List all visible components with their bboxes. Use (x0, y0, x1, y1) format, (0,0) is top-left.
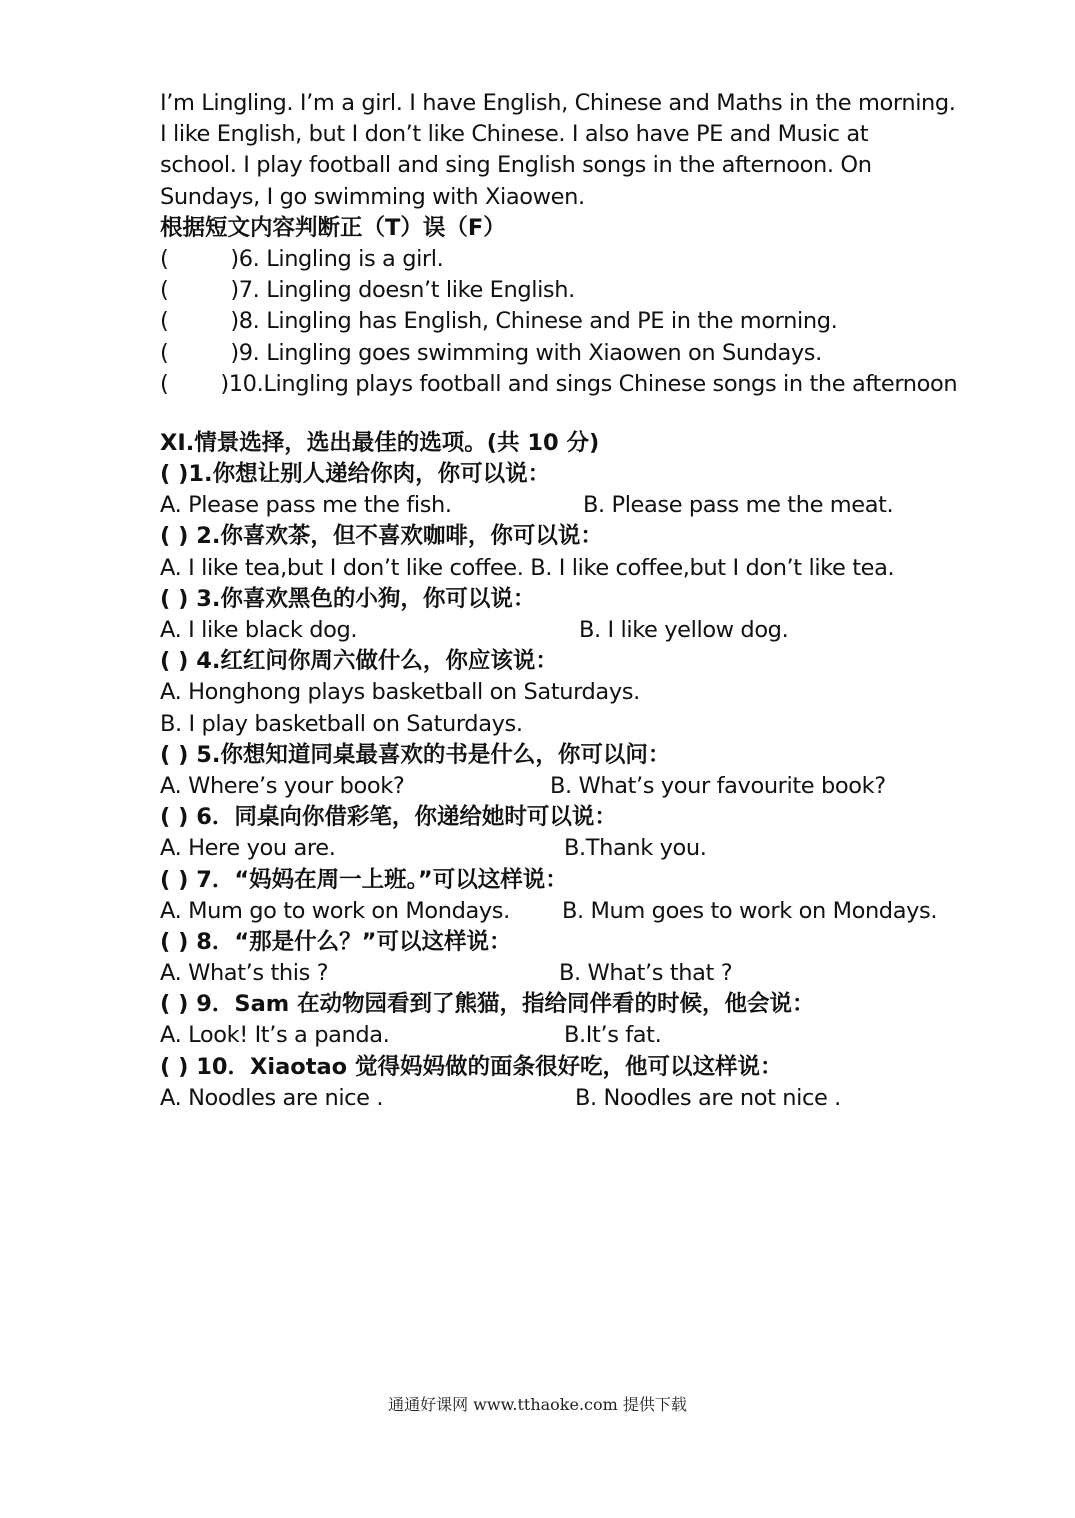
tf-statement: Lingling is a girl. (266, 245, 444, 272)
option-a[interactable]: A. Look! It’s a panda. (160, 1022, 390, 1049)
options-row (160, 615, 1020, 646)
question-prompt: ( ) 4.红红问你周六做什么，你应该说： (160, 648, 558, 675)
option-b[interactable]: B. What’s that ? (559, 960, 733, 987)
passage-line: I like English, but I don’t like Chinese. I also have PE and Music at (160, 121, 869, 148)
tf-item (160, 338, 1020, 369)
question-prompt: ( ) 10．Xiaotao 觉得妈妈做的面条很好吃，他可以这样说： (160, 1053, 783, 1080)
question-prompt: ( ) 9．Sam 在动物园看到了熊猫，指给同伴看的时候，他会说： (160, 991, 815, 1018)
option-a[interactable]: A. What’s this ? (160, 960, 329, 987)
options-row (160, 833, 1020, 864)
option-b[interactable]: B. What’s your favourite book? (550, 772, 886, 799)
option-b[interactable]: B. I like coffee,but I don’t like tea. (530, 554, 895, 581)
question-prompt: ( ) 7．“妈妈在周一上班。”可以这样说： (160, 866, 568, 893)
tf-statement: Lingling has English, Chinese and PE in the morning. (266, 308, 838, 335)
option-a[interactable]: A. I like tea,but I don’t like coffee. (160, 554, 524, 581)
item-number: )10. (220, 370, 264, 397)
passage-line: I’m Lingling. I’m a girl. I have English, Chinese and Maths in the morning. (160, 90, 956, 116)
answer-open-paren: ( (160, 245, 169, 272)
question-prompt: ( ) 2.你喜欢茶，但不喜欢咖啡，你可以说： (160, 523, 603, 550)
question-prompt: ( ) 8．“那是什么？”可以这样说： (160, 928, 512, 955)
options-row (160, 553, 1020, 584)
option-b[interactable]: B. I play basketball on Saturdays. (160, 710, 523, 737)
options-row (160, 896, 1020, 927)
tf-statement: Lingling goes swimming with Xiaowen on Sundays. (266, 339, 822, 366)
options-row (160, 1083, 1020, 1114)
tf-item (160, 275, 1020, 306)
worksheet-page (160, 88, 1020, 1114)
option-a[interactable]: A. Here you are. (160, 835, 336, 862)
tf-list (160, 244, 1020, 400)
options-row (160, 1020, 1020, 1051)
answer-open-paren: ( (160, 339, 169, 366)
reading-passage (160, 88, 1020, 213)
item-number: )6. (230, 245, 260, 272)
options-row (160, 958, 1020, 989)
option-a[interactable]: A. Mum go to work on Mondays. (160, 897, 510, 924)
option-a[interactable]: A. Please pass me the fish. (160, 492, 452, 519)
passage-line: Sundays, I go swimming with Xiaowen. (160, 183, 585, 210)
tf-item (160, 244, 1020, 275)
answer-open-paren: ( (160, 277, 169, 304)
option-b[interactable]: B. Noodles are not nice . (575, 1084, 841, 1111)
question-prompt: ( ) 6．同桌向你借彩笔，你递给她时可以说： (160, 804, 617, 831)
question-prompt: ( ) 3.你喜欢黑色的小狗，你可以说： (160, 585, 536, 612)
tf-section-title: 根据短文内容判断正（T）误（F） (160, 214, 506, 241)
option-a[interactable]: A. Noodles are nice . (160, 1084, 384, 1111)
tf-item (160, 369, 1020, 400)
xi-question-list (160, 459, 1020, 1114)
question-prompt: ( )1.你想让别人递给你肉，你可以说： (160, 461, 551, 488)
question-prompt: ( ) 5.你想知道同桌最喜欢的书是什么，你可以问： (160, 741, 671, 768)
tf-statement: Lingling plays football and sings Chinese songs in the afternoon (263, 370, 958, 397)
option-a[interactable]: A. I like black dog. (160, 617, 358, 643)
option-b[interactable]: B. Mum goes to work on Mondays. (562, 897, 938, 924)
option-a[interactable]: A. Honghong plays basketball on Saturdays. (160, 679, 640, 706)
xi-section-title: XI.情景选择，选出最佳的选项。(共 10 分) (160, 429, 600, 456)
option-b[interactable]: B. I like yellow dog. (579, 617, 789, 643)
options-row (160, 771, 1020, 802)
answer-open-paren: ( (160, 370, 169, 397)
options-row (160, 490, 1020, 521)
item-number: )7. (230, 277, 260, 304)
item-number: )8. (230, 308, 260, 335)
answer-open-paren: ( (160, 308, 169, 335)
option-b[interactable]: B. Please pass me the meat. (583, 492, 894, 519)
section-spacer (160, 400, 1020, 428)
tf-statement: Lingling doesn’t like English. (266, 277, 575, 304)
passage-line: school. I play football and sing English songs in the afternoon. On (160, 152, 872, 179)
footer-credit: 通通好课网 www.tthaoke.com 提供下载 (388, 1395, 687, 1414)
tf-item (160, 306, 1020, 337)
option-b[interactable]: B.It’s fat. (564, 1022, 662, 1049)
option-a[interactable]: A. Where’s your book? (160, 772, 405, 799)
item-number: )9. (230, 339, 260, 366)
option-b[interactable]: B.Thank you. (564, 835, 707, 862)
